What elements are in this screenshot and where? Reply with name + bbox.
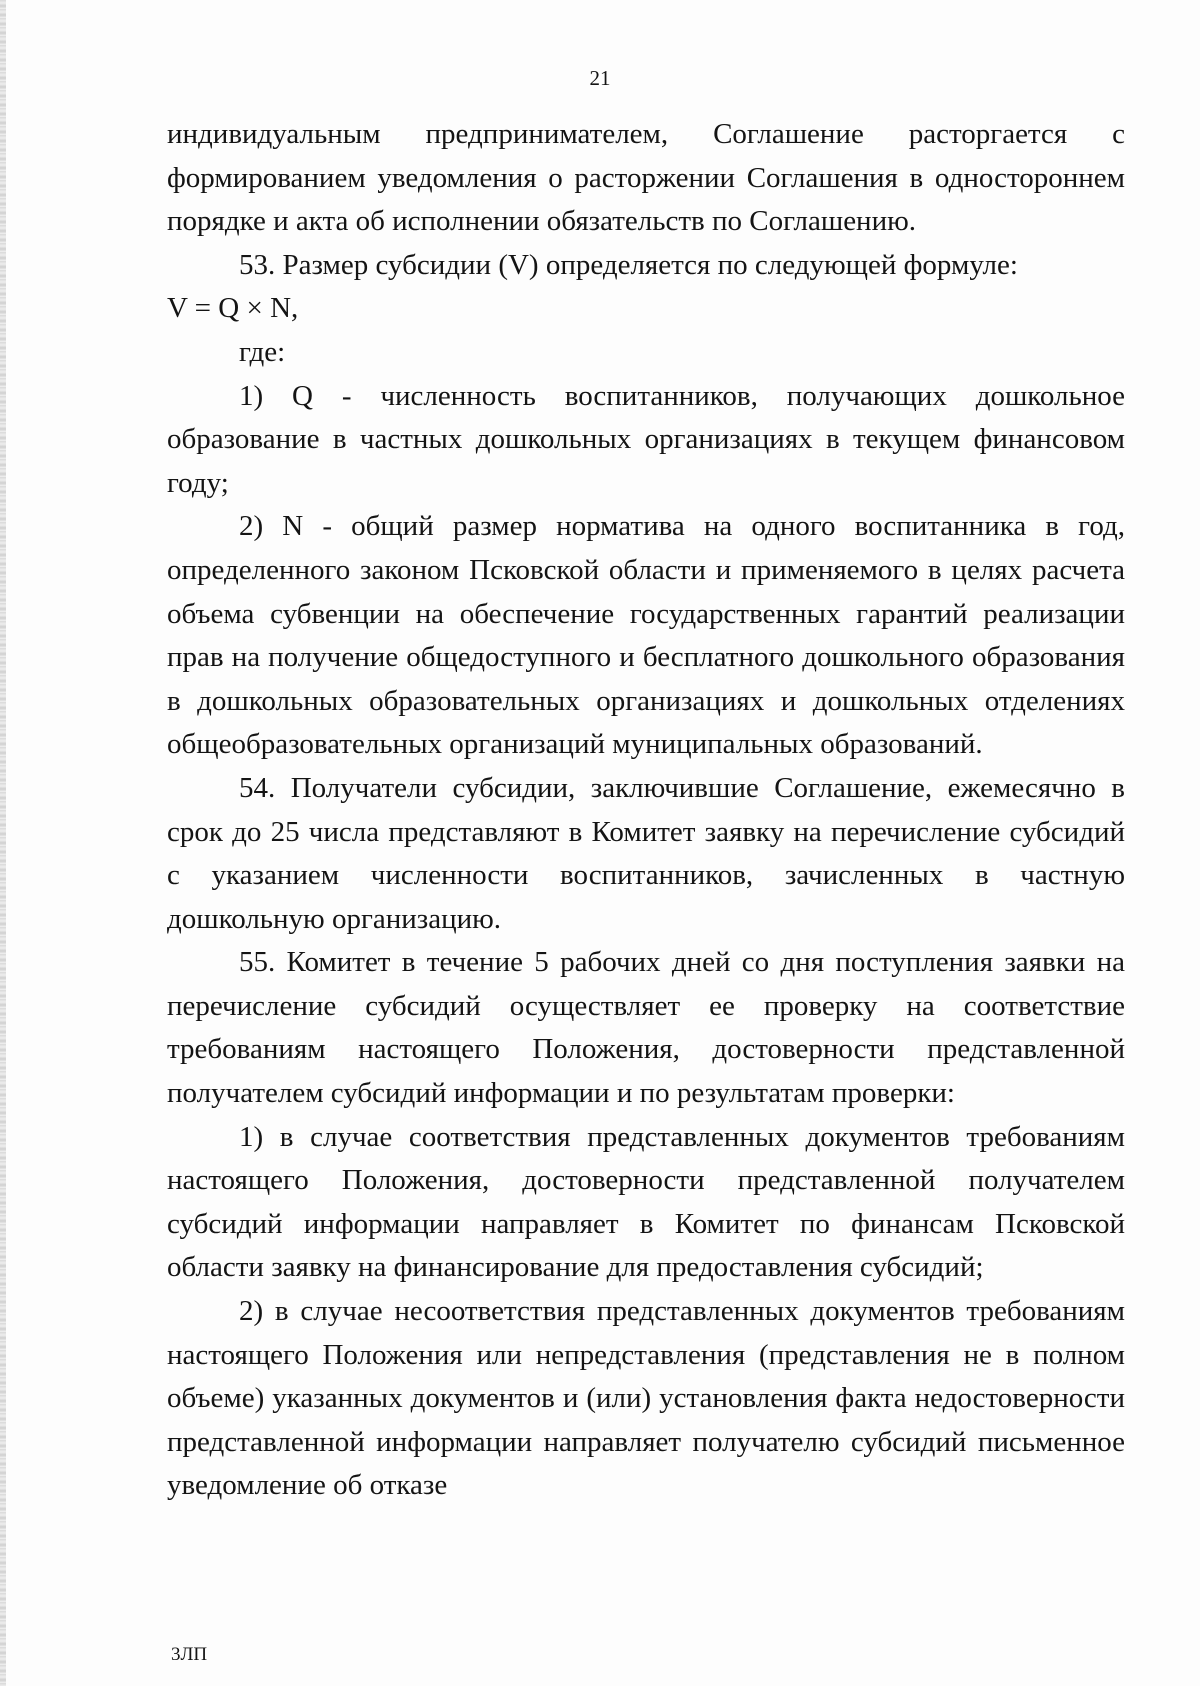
page-number: 21 — [589, 66, 611, 90]
definition-n: 2) N - общий размер норматива на одного воспитанника в год, определенного законом Псковской области и применяемого в целях расчета объема субвенции на обеспечение государственных гарантий реализации прав на получение общедоступного и бесплатного дошкольного образования в дошкольных образовательных организациях и дошкольных отделениях общеобразовательных организаций муниципальных образований. — [167, 510, 1125, 761]
paragraph-continuation: индивидуальным предпринимателем, Соглашение расторгается с формированием уведомления о расторжении Соглашения в одностороннем порядке и акта об исполнении обязательств по Соглашению. — [167, 118, 1125, 238]
paragraph-55: 55. Комитет в течение 5 рабочих дней со дня поступления заявки на перечисление субсидий осуществляет ее проверку на соответствие требованиям настоящего Положения, достоверности представленной получателем субсидий информации и по результатам проверки: — [167, 946, 1125, 1110]
paragraph-55-item-1: 1) в случае соответствия представленных документов требованиям настоящего Положения, достоверности представленной получателем субсидий информации направляет в Комитет по финансам Псковской области заявку на финансирование для предоставления субсидий; — [167, 1120, 1125, 1284]
footer-document-code: 3ЛП — [171, 1644, 208, 1665]
scan-edge-decoration — [0, 0, 6, 1686]
paragraph-54: 54. Получатели субсидии, заключившие Соглашение, ежемесячно в срок до 25 числа представляют в Комитет заявку на перечисление субсидий с указанием численности воспитанников, зачисленных в частную дошкольную организацию. — [167, 771, 1125, 935]
paragraph-53: 53. Размер субсидии (V) определяется по следующей формуле: — [239, 248, 1018, 281]
document-body — [167, 113, 1125, 1508]
definition-q: 1) Q - численность воспитанников, получающих дошкольное образование в частных дошкольных организациях в текущем финансовом году; — [167, 379, 1125, 499]
subsidy-formula: V = Q × N, — [167, 292, 299, 325]
paragraph-55-item-2: 2) в случае несоответствия представленных документов требованиям настоящего Положения или непредставления (представления не в полном объеме) указанных документов и (или) установления факта недостоверности представленной информации направляет получателю субсидий письменное уведомление об отказе — [167, 1295, 1125, 1502]
where-label: где: — [239, 335, 286, 368]
